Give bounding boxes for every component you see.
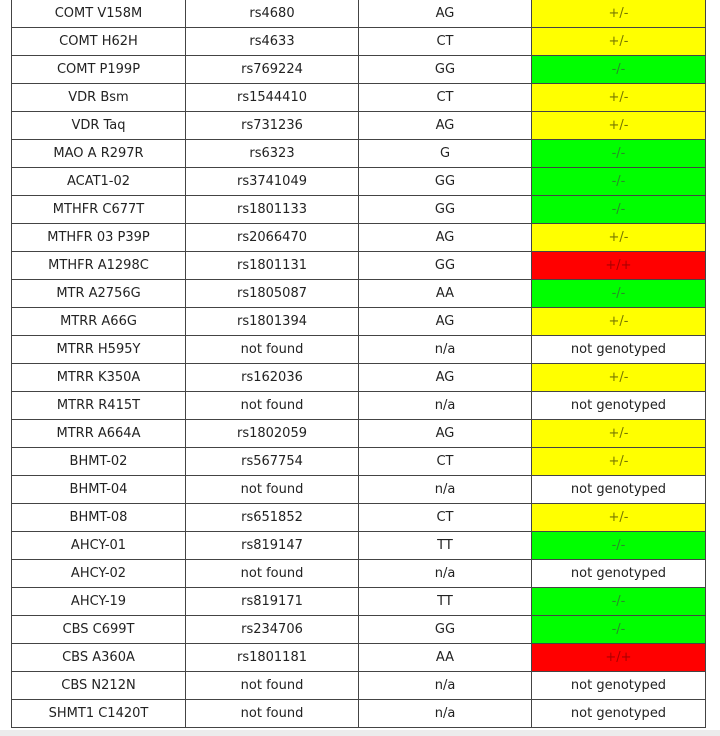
table-row xyxy=(12,504,706,532)
genotype-cell: AG xyxy=(359,112,532,140)
table-row xyxy=(12,532,706,560)
rsid-cell: rs3741049 xyxy=(186,168,359,196)
genotype-cell: GG xyxy=(359,168,532,196)
gene-cell: BHMT-08 xyxy=(12,504,186,532)
result-cell: not genotyped xyxy=(532,336,706,364)
result-cell: +/- xyxy=(532,28,706,56)
rsid-cell: not found xyxy=(186,476,359,504)
genotype-cell: n/a xyxy=(359,336,532,364)
table-row xyxy=(12,364,706,392)
table-row xyxy=(12,392,706,420)
genotype-cell: CT xyxy=(359,84,532,112)
table-row xyxy=(12,560,706,588)
right-gutter xyxy=(708,0,720,730)
genotype-cell: n/a xyxy=(359,672,532,700)
result-cell: not genotyped xyxy=(532,672,706,700)
table-row xyxy=(12,112,706,140)
gene-cell: AHCY-02 xyxy=(12,560,186,588)
rsid-cell: rs2066470 xyxy=(186,224,359,252)
result-cell: not genotyped xyxy=(532,392,706,420)
genotype-cell: GG xyxy=(359,252,532,280)
rsid-cell: rs651852 xyxy=(186,504,359,532)
rsid-cell: rs819171 xyxy=(186,588,359,616)
rsid-cell: rs1801131 xyxy=(186,252,359,280)
table-row xyxy=(12,140,706,168)
rsid-cell: rs1802059 xyxy=(186,420,359,448)
rsid-cell: not found xyxy=(186,336,359,364)
gene-cell: CBS A360A xyxy=(12,644,186,672)
gene-cell: COMT H62H xyxy=(12,28,186,56)
gene-cell: BHMT-02 xyxy=(12,448,186,476)
gene-cell: ACAT1-02 xyxy=(12,168,186,196)
gene-cell: SHMT1 C1420T xyxy=(12,700,186,728)
genotype-cell: CT xyxy=(359,504,532,532)
rsid-cell: rs6323 xyxy=(186,140,359,168)
genotype-cell: AG xyxy=(359,364,532,392)
rsid-cell: not found xyxy=(186,560,359,588)
genotype-cell: GG xyxy=(359,616,532,644)
result-cell: +/+ xyxy=(532,644,706,672)
table-row xyxy=(12,196,706,224)
rsid-cell: rs162036 xyxy=(186,364,359,392)
genotype-cell: n/a xyxy=(359,392,532,420)
rsid-cell: rs567754 xyxy=(186,448,359,476)
genotype-cell: AG xyxy=(359,0,532,28)
genotype-cell: AA xyxy=(359,644,532,672)
gene-cell: MTRR H595Y xyxy=(12,336,186,364)
genotype-cell: CT xyxy=(359,448,532,476)
result-cell: not genotyped xyxy=(532,700,706,728)
result-cell: -/- xyxy=(532,532,706,560)
genotype-cell: GG xyxy=(359,196,532,224)
gene-cell: AHCY-01 xyxy=(12,532,186,560)
result-cell: +/- xyxy=(532,84,706,112)
rsid-cell: rs1544410 xyxy=(186,84,359,112)
gene-cell: MTRR A664A xyxy=(12,420,186,448)
gene-cell: COMT P199P xyxy=(12,56,186,84)
rsid-cell: rs1805087 xyxy=(186,280,359,308)
result-cell: +/- xyxy=(532,420,706,448)
genotype-cell: G xyxy=(359,140,532,168)
rsid-cell: rs819147 xyxy=(186,532,359,560)
bottom-strip xyxy=(0,730,720,736)
rsid-cell: rs731236 xyxy=(186,112,359,140)
genotype-cell: n/a xyxy=(359,560,532,588)
rsid-cell: not found xyxy=(186,700,359,728)
result-cell: -/- xyxy=(532,616,706,644)
result-cell: +/- xyxy=(532,224,706,252)
genotype-cell: TT xyxy=(359,588,532,616)
table-row xyxy=(12,700,706,728)
result-cell: +/+ xyxy=(532,252,706,280)
genotype-cell: AG xyxy=(359,308,532,336)
genotype-cell: AG xyxy=(359,420,532,448)
table-row xyxy=(12,224,706,252)
rsid-cell: rs4680 xyxy=(186,0,359,28)
rsid-cell: not found xyxy=(186,672,359,700)
table-row xyxy=(12,84,706,112)
table-row xyxy=(12,56,706,84)
genotype-cell: CT xyxy=(359,28,532,56)
table-row xyxy=(12,280,706,308)
gene-cell: MTRR K350A xyxy=(12,364,186,392)
table-row xyxy=(12,308,706,336)
genotype-table-body xyxy=(12,0,706,728)
gene-cell: MAO A R297R xyxy=(12,140,186,168)
gene-cell: VDR Bsm xyxy=(12,84,186,112)
result-cell: +/- xyxy=(532,448,706,476)
gene-cell: AHCY-19 xyxy=(12,588,186,616)
gene-cell: MTR A2756G xyxy=(12,280,186,308)
result-cell: +/- xyxy=(532,112,706,140)
result-cell: +/- xyxy=(532,364,706,392)
result-cell: not genotyped xyxy=(532,476,706,504)
gene-cell: CBS N212N xyxy=(12,672,186,700)
result-cell: -/- xyxy=(532,196,706,224)
result-cell: -/- xyxy=(532,280,706,308)
rsid-cell: rs1801133 xyxy=(186,196,359,224)
result-cell: -/- xyxy=(532,588,706,616)
gene-cell: VDR Taq xyxy=(12,112,186,140)
genotype-cell: GG xyxy=(359,56,532,84)
rsid-cell: rs234706 xyxy=(186,616,359,644)
gene-cell: MTRR A66G xyxy=(12,308,186,336)
gene-cell: MTRR R415T xyxy=(12,392,186,420)
gene-cell: CBS C699T xyxy=(12,616,186,644)
rsid-cell: rs769224 xyxy=(186,56,359,84)
rsid-cell: rs4633 xyxy=(186,28,359,56)
gene-cell: MTHFR C677T xyxy=(12,196,186,224)
table-row xyxy=(12,672,706,700)
rsid-cell: rs1801181 xyxy=(186,644,359,672)
table-row xyxy=(12,168,706,196)
table-row xyxy=(12,476,706,504)
table-row xyxy=(12,616,706,644)
table-row xyxy=(12,420,706,448)
gene-cell: MTHFR 03 P39P xyxy=(12,224,186,252)
result-cell: not genotyped xyxy=(532,560,706,588)
genotype-cell: AA xyxy=(359,280,532,308)
result-cell: -/- xyxy=(532,168,706,196)
result-cell: +/- xyxy=(532,504,706,532)
result-cell: -/- xyxy=(532,140,706,168)
result-cell: -/- xyxy=(532,56,706,84)
table-row xyxy=(12,0,706,28)
genotype-cell: AG xyxy=(359,224,532,252)
genotype-table xyxy=(11,0,706,728)
table-row xyxy=(12,644,706,672)
gene-cell: BHMT-04 xyxy=(12,476,186,504)
rsid-cell: rs1801394 xyxy=(186,308,359,336)
table-row xyxy=(12,588,706,616)
table-row xyxy=(12,28,706,56)
genotype-cell: n/a xyxy=(359,700,532,728)
result-cell: +/- xyxy=(532,0,706,28)
genotype-cell: n/a xyxy=(359,476,532,504)
table-row xyxy=(12,252,706,280)
rsid-cell: not found xyxy=(186,392,359,420)
table-row xyxy=(12,448,706,476)
genotype-cell: TT xyxy=(359,532,532,560)
table-row xyxy=(12,336,706,364)
gene-cell: COMT V158M xyxy=(12,0,186,28)
gene-cell: MTHFR A1298C xyxy=(12,252,186,280)
result-cell: +/- xyxy=(532,308,706,336)
